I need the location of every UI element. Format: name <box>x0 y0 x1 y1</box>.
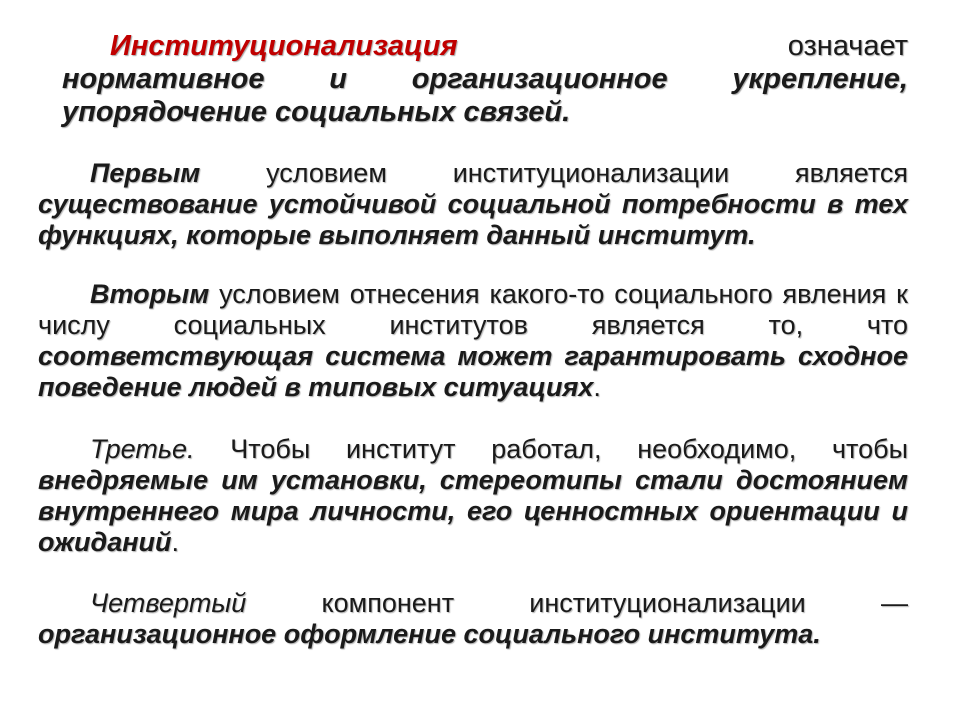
lead-definition-text: нормативное и организационное укрепление, упорядочение социальных связей. <box>62 63 908 128</box>
p1-plain: условием институционализации является <box>200 158 908 188</box>
p3-lead-word: Третье. <box>90 434 195 464</box>
p2-end: . <box>593 372 601 402</box>
p3-end: . <box>171 527 180 557</box>
paragraph-fourth-component <box>38 588 908 650</box>
term-title: Институционализация <box>110 30 458 62</box>
p2-lead-word: Вторым <box>90 279 210 309</box>
paragraph-first-condition <box>38 158 908 251</box>
p2-plain: условием отнесения какого-то социального явления к числу социальных институтов является то, что <box>38 279 908 340</box>
p4-plain: компонент институционализации — <box>246 588 908 618</box>
p4-lead-word: Четвертый <box>90 588 247 618</box>
paragraph-second-condition <box>38 279 908 403</box>
lead-line-1 <box>62 30 908 63</box>
p2-emphasis: соответствующая система может гарантировать сходное поведение людей в типовых ситуациях <box>38 341 908 402</box>
p1-lead-word: Первым <box>90 158 201 188</box>
p4-emphasis: организационное оформление социального института. <box>38 619 821 649</box>
p3-plain: Чтобы институт работал, необходимо, чтобы <box>194 434 908 464</box>
p3-emphasis: внедряемые им установки, стереотипы стали достоянием внутреннего мира личности, его ценностных ориентации и ожиданий <box>38 465 908 557</box>
lead-verb: означает <box>787 30 908 62</box>
lead-definition <box>62 30 908 129</box>
p1-emphasis: существование устойчивой социальной потребности в тех функциях, которые выполняет данный институт. <box>38 189 908 250</box>
paragraph-third-condition <box>38 434 908 558</box>
